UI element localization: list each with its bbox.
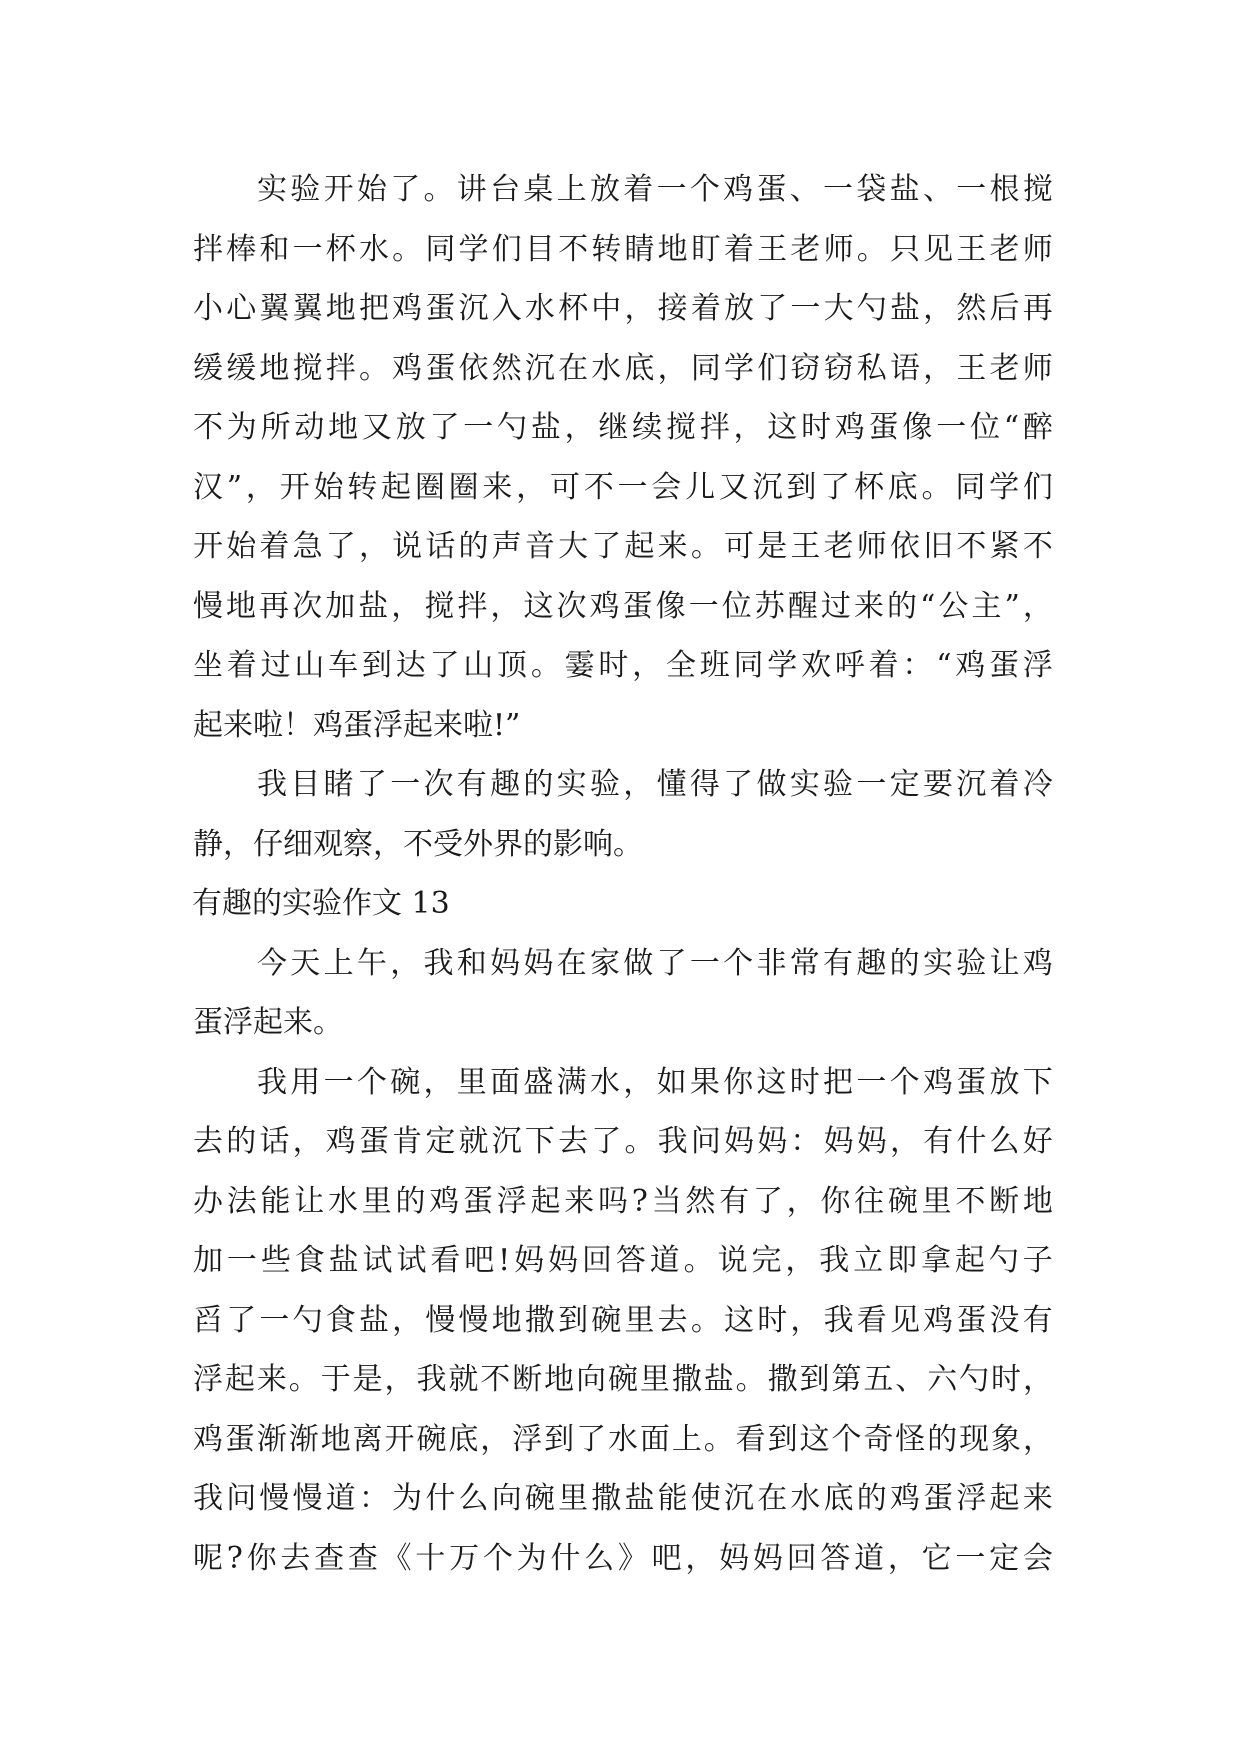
text-line: 加 一 些 食 盐 试 试 看 吧 ! 妈 妈 回 答 道 。 说 完 ， 我 立 即 拿 起 勺 子 — [193, 1243, 1053, 1278]
text-line: 鸡 蛋 渐 渐 地 离 开 碗 底 ， 浮 到 了 水 面 上 。 看 到 这 个 奇 怪 的 现 象 ， — [193, 1421, 1053, 1457]
text-line: 舀 了 一 勺 食 盐 ， 慢 慢 地 撒 到 碗 里 去 。 这 时 ， 我 看 见 鸡 蛋 没 有 — [193, 1302, 1053, 1338]
text-line: 我 目 睹 了 一 次 有 趣 的 实 验 ， 懂 得 了 做 实 验 一 定 要 沉 着 冷 — [257, 767, 1053, 802]
text-line: 起来啦！鸡蛋浮起来啦!” — [193, 707, 521, 743]
text-line: 汉 ” ， 开 始 转 起 圈 圈 来 ， 可 不 一 会 儿 又 沉 到 了 杯 底 。 同 学 们 — [193, 469, 1053, 505]
text-line: 不 为 所 动 地 又 放 了 一 勺 盐 ， 继 续 搅 拌 ， 这 时 鸡 蛋 像 一 位 “ 醉 — [193, 410, 1053, 445]
text-line: 我 用 一 个 碗 ， 里 面 盛 满 水 ， 如 果 你 这 时 把 一 个 鸡 蛋 放 下 — [257, 1064, 1053, 1100]
document-page — [193, 160, 1053, 1588]
section-heading: 有趣的实验作文 13 — [192, 886, 450, 921]
text-line: 我 问 慢 慢 道 ： 为 什 么 向 碗 里 撒 盐 能 使 沉 在 水 底 的 鸡 蛋 浮 起 来 — [193, 1481, 1053, 1516]
text-line: 蛋浮起来。 — [193, 1005, 343, 1040]
text-line: 小 心 翼 翼 地 把 鸡 蛋 沉 入 水 杯 中 ， 接 着 放 了 一 大 勺 盐 ， 然 后 再 — [193, 291, 1053, 326]
text-line: 坐 着 过 山 车 到 达 了 山 顶 。 霎 时 ， 全 班 同 学 欢 呼 着 ： “ 鸡 蛋 浮 — [193, 648, 1053, 683]
text-line: 去 的 话 ， 鸡 蛋 肯 定 就 沉 下 去 了 。 我 问 妈 妈 ： 妈 妈 ， 有 什 么 好 — [193, 1124, 1053, 1159]
text-line: 今 天 上 午 ， 我 和 妈 妈 在 家 做 了 一 个 非 常 有 趣 的 实 验 让 鸡 — [257, 945, 1053, 981]
text-line: 呢 ? 你 去 查 查 《 十 万 个 为 什 么 》 吧 ， 妈 妈 回 答 道 ， 它 一 定 会 — [193, 1540, 1053, 1576]
text-line: 实 验 开 始 了 。 讲 台 桌 上 放 着 一 个 鸡 蛋 、 一 袋 盐 、 一 根 搅 — [257, 172, 1053, 207]
text-line: 拌 棒 和 一 杯 水 。 同 学 们 目 不 转 睛 地 盯 着 王 老 师 。 只 见 王 老 师 — [193, 231, 1053, 267]
text-line: 慢 地 再 次 加 盐 ， 搅 拌 ， 这 次 鸡 蛋 像 一 位 苏 醒 过 来 的 “ 公 主 ” ， — [193, 588, 1053, 624]
text-line: 开 始 着 急 了 ， 说 话 的 声 音 大 了 起 来 。 可 是 王 老 师 依 旧 不 紧 不 — [193, 529, 1053, 564]
text-line: 缓 缓 地 搅 拌 。 鸡 蛋 依 然 沉 在 水 底 ， 同 学 们 窃 窃 私 语 ， 王 老 师 — [193, 350, 1053, 386]
text-line: 浮 起 来 。 于 是 ， 我 就 不 断 地 向 碗 里 撒 盐 。 撒 到 第 五 、 六 勺 时 ， — [193, 1362, 1053, 1397]
text-line: 办 法 能 让 水 里 的 鸡 蛋 浮 起 来 吗 ? 当 然 有 了 ， 你 往 碗 里 不 断 地 — [193, 1183, 1053, 1219]
text-line: 静，仔细观察，不受外界的影响。 — [193, 826, 643, 862]
